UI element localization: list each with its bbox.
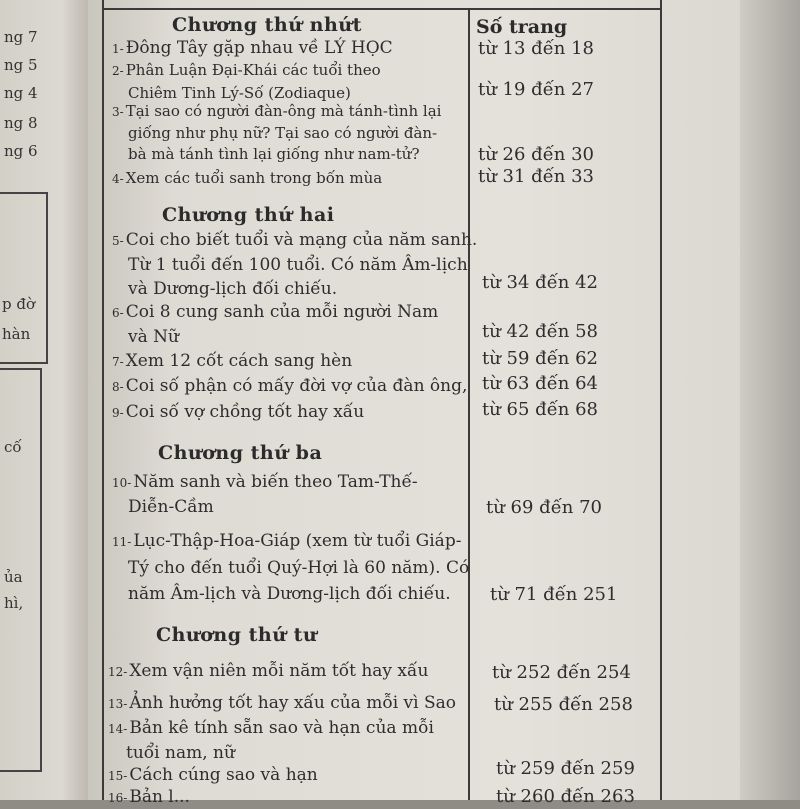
entry-line: và Dương-lịch đối chiếu.: [128, 279, 338, 299]
chapter-title: Chương thứ hai: [162, 204, 335, 226]
entry-line: Năm sanh và biến theo Tam-Thế-: [133, 472, 418, 492]
left-page-fragment: ng 5: [4, 56, 38, 74]
entry-number: 13-: [108, 697, 128, 711]
toc-entry[interactable]: [108, 692, 456, 715]
toc-entry[interactable]: [112, 470, 418, 519]
entry-pages: từ 19 đến 27: [478, 79, 594, 100]
entry-pages: từ 31 đến 33: [478, 166, 594, 187]
page-column-header: Số trang: [476, 16, 568, 38]
entry-number: 14-: [108, 722, 128, 736]
toc-entry[interactable]: [112, 37, 393, 60]
entry-number: 15-: [108, 769, 128, 783]
entry-line: Coi số vợ chồng tốt hay xấu: [125, 402, 365, 422]
left-page-fragment: hì,: [4, 594, 24, 612]
entry-pages: từ 259 đến 259: [496, 758, 635, 779]
left-page-fragment: ng 4: [4, 84, 38, 102]
toc-entry[interactable]: [112, 167, 382, 190]
entry-number: 5-: [112, 234, 124, 248]
entry-pages: từ 34 đến 42: [482, 272, 598, 293]
entry-pages: từ 260 đến 263: [496, 786, 635, 807]
entry-number: 12-: [108, 665, 128, 679]
toc-top-rule: [102, 8, 662, 10]
entry-pages: từ 255 đến 258: [494, 694, 633, 715]
left-page-fragment: ng 7: [4, 28, 38, 46]
entry-line: Xem 12 cốt cách sang hèn: [125, 351, 353, 371]
entry-number: 10-: [112, 476, 132, 490]
entry-number: 2-: [112, 64, 124, 78]
entry-line: Lục-Thập-Hoa-Giáp (xem từ tuổi Giáp-: [133, 531, 462, 551]
entry-number: 6-: [112, 306, 124, 320]
left-page-fragment: ng 6: [4, 142, 38, 160]
entry-line: Đông Tây gặp nhau về LÝ HỌC: [125, 38, 393, 58]
entry-number: 4-: [112, 172, 124, 186]
entry-line: Tại sao có người đàn-ông mà tánh-tình lại: [125, 102, 442, 120]
entry-line: bà mà tánh tình lại giống như nam-tử?: [128, 145, 420, 163]
chapter-title: Chương thứ ba: [158, 442, 323, 464]
left-page-fragment: p đờ: [2, 295, 36, 313]
entry-number: 11-: [112, 535, 132, 549]
entry-line: Xem vận niên mỗi năm tốt hay xấu: [129, 661, 429, 681]
page-column-divider: [468, 8, 470, 800]
toc-entry[interactable]: [112, 350, 352, 373]
entry-line: Chiêm Tinh Lý-Số (Zodiaque): [128, 84, 351, 102]
entry-line: tuổi nam, nữ: [126, 743, 235, 763]
entry-pages: từ 69 đến 70: [486, 497, 602, 518]
entry-line: Ảnh hưởng tốt hay xấu của mỗi vì Sao: [129, 693, 457, 713]
toc-entry[interactable]: [108, 716, 434, 765]
toc-entry[interactable]: [112, 401, 364, 424]
entry-line: Bản kê tính sẵn sao và hạn của mỗi: [129, 718, 434, 738]
toc-entry[interactable]: [108, 660, 428, 683]
entry-pages: từ 63 đến 64: [482, 373, 598, 394]
toc-entry[interactable]: [112, 101, 441, 165]
toc-entry[interactable]: [112, 300, 438, 349]
entry-pages: từ 71 đến 251: [490, 584, 618, 605]
toc-entry[interactable]: [112, 375, 467, 398]
entry-number: 16-: [108, 791, 128, 805]
left-page-fragment: ng 8: [4, 114, 38, 132]
entry-line: Tý cho đến tuổi Quý-Hợi là 60 năm). Có: [128, 558, 470, 578]
entry-line: giống như phụ nữ? Tại sao có người đàn-: [128, 124, 438, 142]
entry-pages: từ 252 đến 254: [492, 662, 631, 683]
toc-entry[interactable]: [112, 528, 469, 607]
entry-pages: từ 59 đến 62: [482, 348, 598, 369]
entry-number: 3-: [112, 105, 124, 119]
entry-line: Coi số phận có mấy đời vợ của đàn ông,: [125, 376, 468, 396]
toc-entry[interactable]: [108, 764, 318, 787]
entry-pages: từ 26 đến 30: [478, 144, 594, 165]
toc-entry[interactable]: [112, 228, 477, 301]
left-page: [0, 0, 88, 800]
chapter-title: Chương thứ nhứt: [172, 14, 362, 36]
entry-line: Xem các tuổi sanh trong bốn mùa: [125, 169, 383, 187]
entry-line: năm Âm-lịch và Dương-lịch đối chiếu.: [128, 584, 451, 604]
entry-pages: từ 65 đến 68: [482, 399, 598, 420]
toc-entry[interactable]: [108, 786, 190, 809]
entry-line: Phân Luận Đại-Khái các tuổi theo: [125, 61, 381, 79]
entry-pages: từ 42 đến 58: [482, 321, 598, 342]
left-page-fragment: hàn: [2, 325, 31, 343]
entry-pages: từ 13 đến 18: [478, 38, 594, 59]
entry-line: Cách cúng sao và hạn: [129, 765, 318, 785]
entry-line: Bản l...: [129, 787, 190, 807]
left-page-fragment: cố: [4, 438, 22, 456]
entry-line: Coi 8 cung sanh của mỗi người Nam: [125, 302, 439, 322]
left-page-fragment: ủa: [4, 568, 23, 586]
entry-number: 7-: [112, 355, 124, 369]
entry-line: và Nữ: [128, 327, 179, 347]
entry-line: Diễn-Cầm: [128, 497, 214, 517]
entry-number: 1-: [112, 42, 124, 56]
entry-line: Coi cho biết tuổi và mạng của năm sanh.: [125, 230, 478, 250]
background-surface: [740, 0, 800, 800]
toc-entry[interactable]: [112, 59, 381, 104]
entry-number: 8-: [112, 380, 124, 394]
chapter-title: Chương thứ tư: [156, 624, 318, 646]
entry-line: Từ 1 tuổi đến 100 tuổi. Có năm Âm-lịch: [128, 255, 468, 275]
entry-number: 9-: [112, 406, 124, 420]
